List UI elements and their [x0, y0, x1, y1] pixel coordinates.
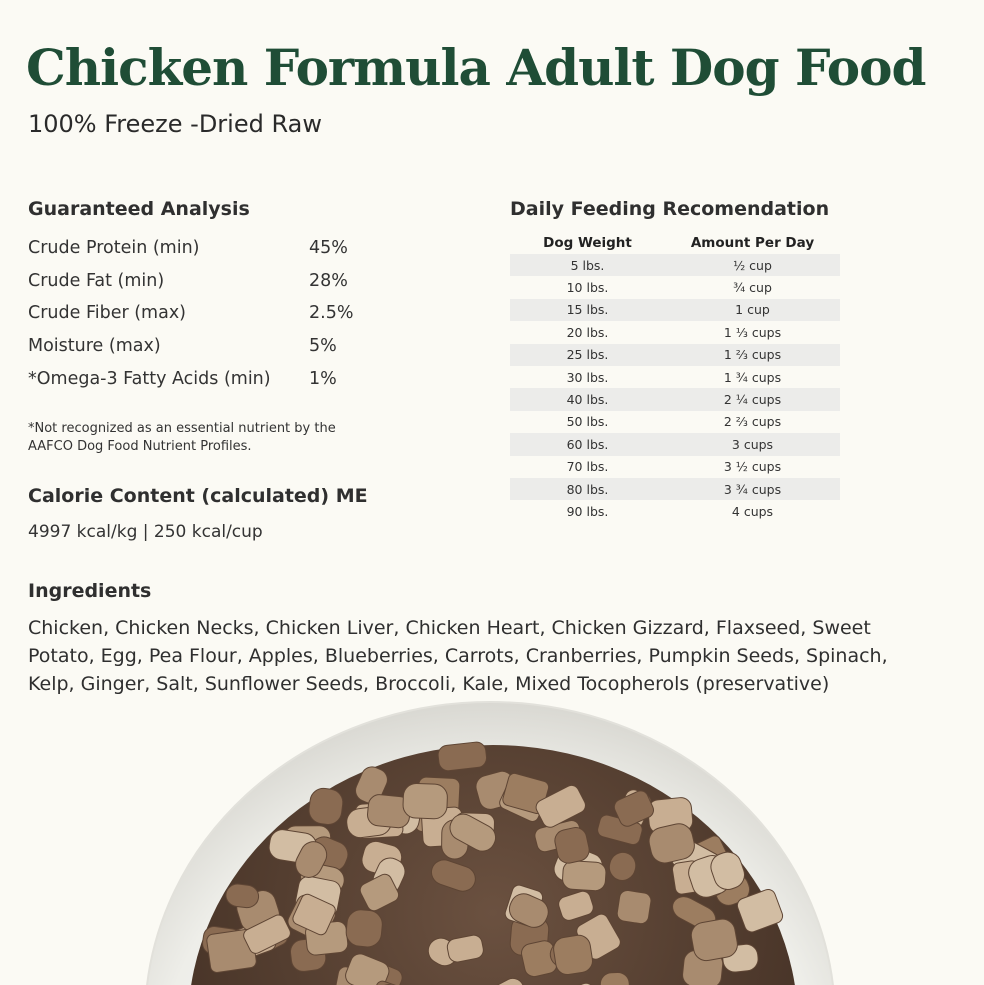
- weight-cell: 25 lbs.: [510, 344, 665, 366]
- calorie-heading: Calorie Content (calculated) ME: [28, 485, 368, 507]
- amount-cell: 3 ¾ cups: [665, 478, 840, 500]
- feeding-table: [510, 232, 840, 523]
- feeding-header-row: [510, 232, 840, 254]
- column-header-amount: Amount Per Day: [690, 235, 815, 251]
- analysis-value: 2.5%: [309, 303, 354, 324]
- weight-cell: 5 lbs.: [510, 254, 665, 276]
- analysis-name: Crude Fat (min): [28, 270, 165, 291]
- weight-cell: 90 lbs.: [566, 503, 609, 519]
- table-row: [510, 411, 840, 433]
- amount-cell: 3 cups: [665, 433, 840, 455]
- weight-cell: 30 lbs.: [566, 369, 609, 385]
- table-row: [510, 366, 840, 388]
- analysis-row: [28, 232, 368, 265]
- amount-cell: 1 ⅔ cups: [665, 344, 840, 366]
- table-row: [510, 433, 840, 455]
- amount-cell: 3 ½ cups: [723, 459, 782, 475]
- analysis-name: Moisture (max): [28, 336, 161, 357]
- table-row: [510, 321, 840, 343]
- weight-cell: 10 lbs.: [566, 280, 609, 296]
- analysis-value: 45%: [309, 238, 348, 259]
- weight-cell: 60 lbs.: [510, 433, 665, 455]
- product-subtitle: 100% Freeze -Dried Raw: [28, 110, 322, 138]
- analysis-name: Crude Protein (min): [28, 238, 200, 259]
- analysis-name: *Omega-3 Fatty Acids (min): [28, 368, 271, 389]
- weight-cell: 80 lbs.: [510, 478, 665, 500]
- weight-cell: 15 lbs.: [510, 299, 665, 321]
- table-row: [510, 478, 840, 500]
- weight-cell: 40 lbs.: [510, 388, 665, 410]
- analysis-heading: Guaranteed Analysis: [28, 198, 250, 220]
- amount-cell: 4 cups: [731, 503, 774, 519]
- food-bowl-illustration: [0, 690, 984, 985]
- analysis-value: 28%: [309, 270, 348, 291]
- analysis-name: Crude Fiber (max): [28, 303, 187, 324]
- kibble-piece: [345, 908, 384, 948]
- kibble-piece: [403, 783, 448, 819]
- ingredients-heading: Ingredients: [28, 580, 152, 602]
- amount-cell: 1 cup: [665, 299, 840, 321]
- calorie-value: 4997 kcal/kg | 250 kcal/cup: [28, 522, 263, 542]
- amount-cell: 2 ¼ cups: [665, 388, 840, 410]
- column-header-weight: Dog Weight: [543, 235, 632, 251]
- analysis-value: 1%: [309, 368, 337, 389]
- analysis-row: [28, 297, 368, 330]
- analysis-list: [28, 232, 368, 395]
- product-title: Chicken Formula Adult Dog Food: [26, 38, 926, 97]
- analysis-value: 5%: [309, 336, 337, 357]
- amount-cell: ½ cup: [665, 254, 840, 276]
- table-row: [510, 299, 840, 321]
- amount-cell: 1 ¾ cups: [723, 369, 782, 385]
- table-row: [510, 254, 840, 276]
- ingredients-text: Chicken, Chicken Necks, Chicken Liver, Chicken Heart, Chicken Gizzard, Flaxseed, Sweet Potato, Egg, Pea Flour, Apples, Blueberries, Carrots, Cranberries, Pumpkin Seeds, Spinach, Kelp, Ginger, Salt, Sunflower Seeds, Broccoli, Kale, Mixed Tocopherols (preservative): [28, 617, 888, 695]
- amount-cell: 1 ⅓ cups: [723, 324, 782, 340]
- weight-cell: 50 lbs.: [566, 414, 609, 430]
- analysis-row: [28, 265, 368, 298]
- table-row: [510, 500, 840, 522]
- analysis-footnote: *Not recognized as an essential nutrient by the AAFCO Dog Food Nutrient Profiles.: [28, 421, 336, 454]
- amount-cell: ¾ cup: [733, 280, 772, 296]
- kibble-piece: [437, 741, 487, 772]
- table-row: [510, 344, 840, 366]
- table-row: [510, 456, 840, 478]
- analysis-row: [28, 330, 368, 363]
- feeding-heading: Daily Feeding Recomendation: [510, 198, 830, 220]
- weight-cell: 20 lbs.: [566, 324, 609, 340]
- kibble-piece: [552, 934, 594, 977]
- kibble-piece: [616, 889, 652, 924]
- table-row: [510, 276, 840, 298]
- amount-cell: 2 ⅔ cups: [723, 414, 782, 430]
- weight-cell: 70 lbs.: [566, 459, 609, 475]
- analysis-row: [28, 362, 368, 395]
- food-bowl-image: [0, 690, 984, 985]
- table-row: [510, 388, 840, 410]
- kibble-piece: [562, 860, 607, 891]
